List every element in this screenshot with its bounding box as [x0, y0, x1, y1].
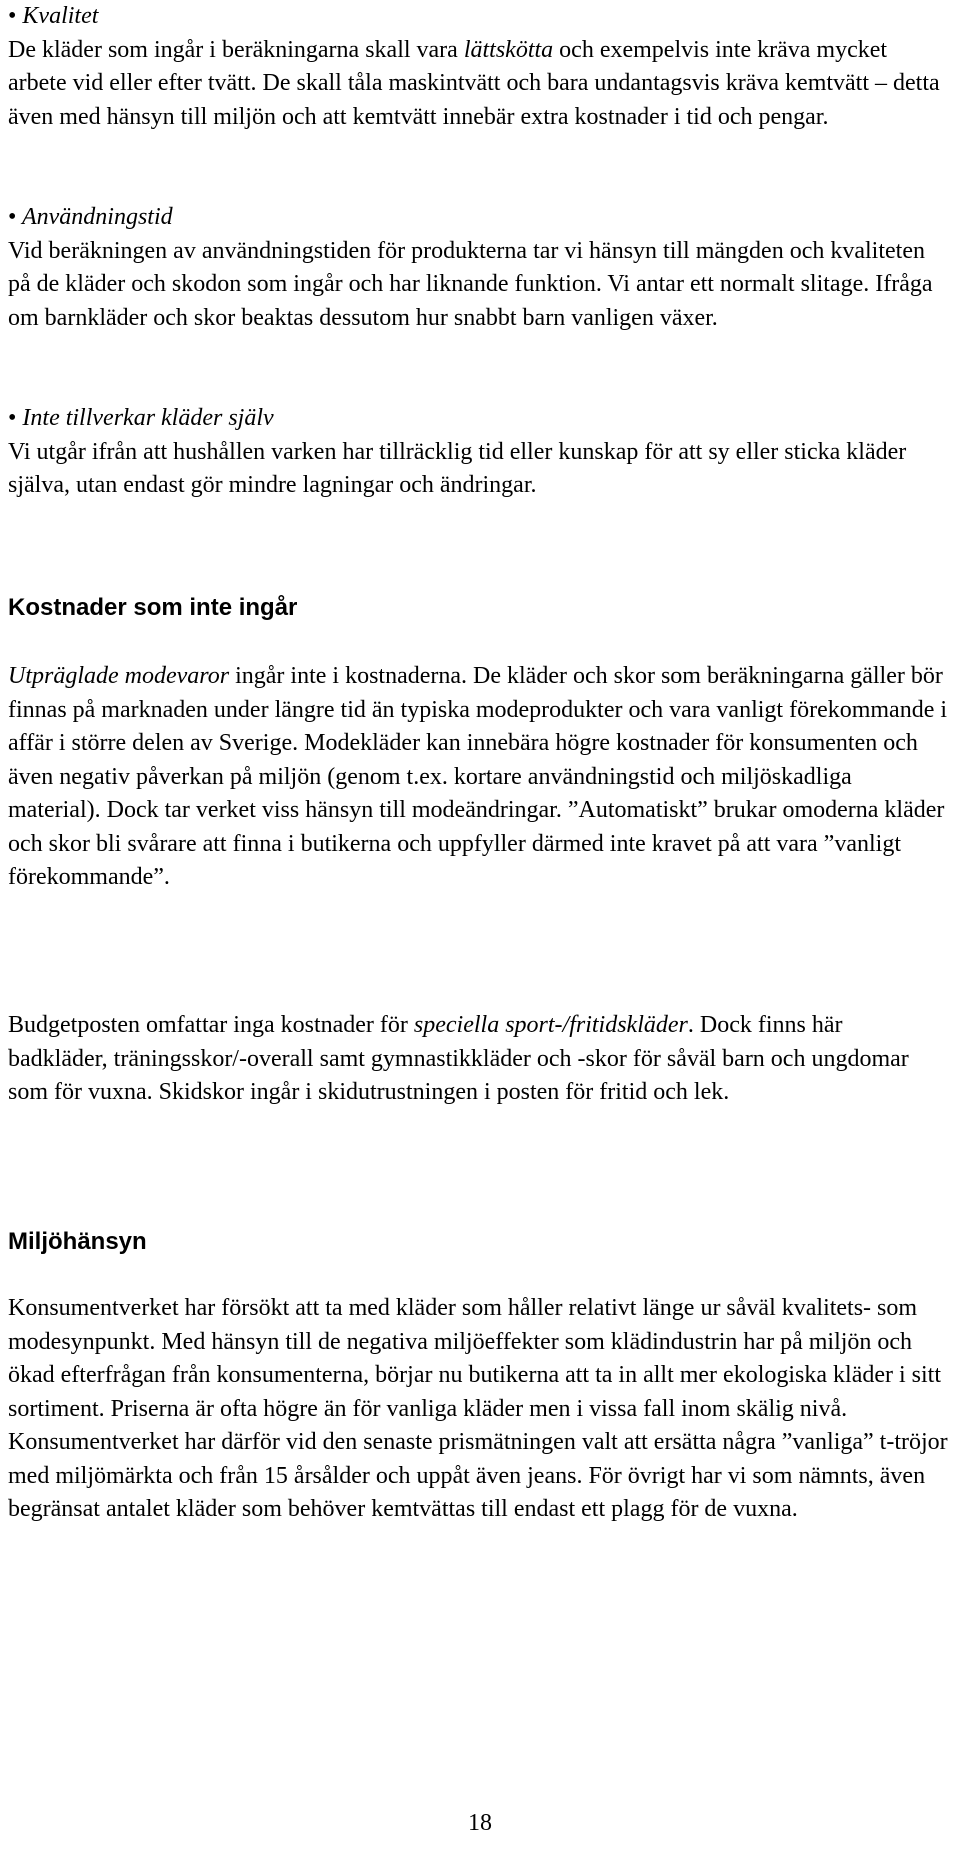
- section-kostnader: [8, 660, 948, 895]
- emphasis-text: Utpräglade modevaror: [8, 663, 230, 689]
- paragraph-text: Budgetposten omfattar inga kostnader för: [8, 1012, 414, 1038]
- section-inte-tillverkar: [8, 402, 948, 503]
- bullet-heading-anvandningstid: [8, 201, 948, 235]
- bullet-title-text: Kvalitet: [22, 3, 99, 29]
- bullet-heading-inte-tillverkar: [8, 402, 948, 436]
- bullet-title-text: Inte tillverkar kläder själv: [22, 405, 274, 431]
- emphasis-text: lättskötta: [463, 36, 554, 63]
- bullet-marker: •: [8, 3, 17, 29]
- bullet-title-text: Användningstid: [21, 204, 173, 230]
- paragraph-kostnader-2: [8, 1009, 948, 1110]
- paragraph-miljo: Konsumentverket har försökt att ta med kläder som håller relativt länge ur såväl kvalitets- som modesynpunkt. Med hänsyn till de negativa miljöeffekter som klädindustrin har på miljön och ökad efterfrågan från konsumenterna, börjar nu butikerna att ta in allt mer ekologiska kläder i sitt sortiment. Priserna är ofta högre än för vanliga kläder men i vissa fall inom skälig nivå. Konsumentverket har därför vid den senaste prismätningen valt att ersätta några ”vanliga” t-tröjor med miljömärkta och från 15 årsålder och uppåt även jeans. För övrigt har vi som nämnts, även begränsat antalet kläder som behöver kemtvättas till endast ett plagg för de vuxna.: [8, 1295, 948, 1522]
- paragraph-kostnader-1: [8, 660, 948, 895]
- paragraph-kvalitet: [8, 34, 948, 135]
- section-kvalitet: [8, 0, 948, 134]
- bullet-marker: •: [8, 405, 17, 431]
- page-number: 18: [468, 1810, 492, 1836]
- paragraph-text: De kläder som ingår i beräkningarna skall vara: [8, 36, 464, 63]
- bullet-marker: •: [8, 204, 17, 230]
- paragraph-inte-tillverkar: Vi utgår ifrån att hushållen varken har tillräcklig tid eller kunskap för att sy eller sticka kläder själva, utan endast gör mindre lagningar och ändringar.: [8, 438, 907, 498]
- heading-kostnader: Kostnader som inte ingår: [8, 594, 298, 621]
- paragraph-text: . Dock finns här badkläder, träningsskor/-overall samt gymnastikkläder och -skor för såväl barn och ungdomar som för vuxna. Skidskor ingår i skidutrustningen i posten för fritid och lek.: [8, 1012, 909, 1105]
- section-kostnader-2: [8, 1009, 948, 1110]
- paragraph-text: ingår inte i kostnaderna. De kläder och skor som beräkningarna gäller bör finnas på marknaden under längre tid än typiska modeprodukter och vara vanligt förekommande i affär i större delen av Sverige. Modekläder kan innebära högre kostnader för konsumenten och även negativ påverkan på miljön (genom t.ex. kortare användningstid och miljöskadliga material). Dock tar verket viss hänsyn till modeändringar. ”Automatiskt” brukar omoderna kläder och skor bli svårare att finna i butikerna och uppfyller därmed inte kravet på att vara ”vanligt förekommande”.: [8, 663, 948, 890]
- heading-miljo: Miljöhänsyn: [8, 1228, 147, 1255]
- section-miljo: [8, 1292, 948, 1527]
- emphasis-text: speciella sport-/fritidskläder: [413, 1012, 688, 1038]
- paragraph-text: och exempelvis inte kräva mycket arbete vid eller efter tvätt. De skall tåla maskintvätt och bara undantagsvis kräva kemtvätt – detta även med hänsyn till miljön och att kemtvätt innebär extra kostnader i tid och pengar.: [8, 36, 940, 130]
- paragraph-anvandningstid: Vid beräkningen av användningstiden för produkterna tar vi hänsyn till mängden och kvaliteten på de kläder och skodon som ingår och har liknande funktion. Vi antar ett normalt slitage. Ifråga om barnkläder och skor beaktas dessutom hur snabbt barn vanligen växer.: [8, 237, 933, 331]
- bullet-heading-kvalitet: [8, 0, 948, 34]
- section-anvandningstid: [8, 201, 948, 335]
